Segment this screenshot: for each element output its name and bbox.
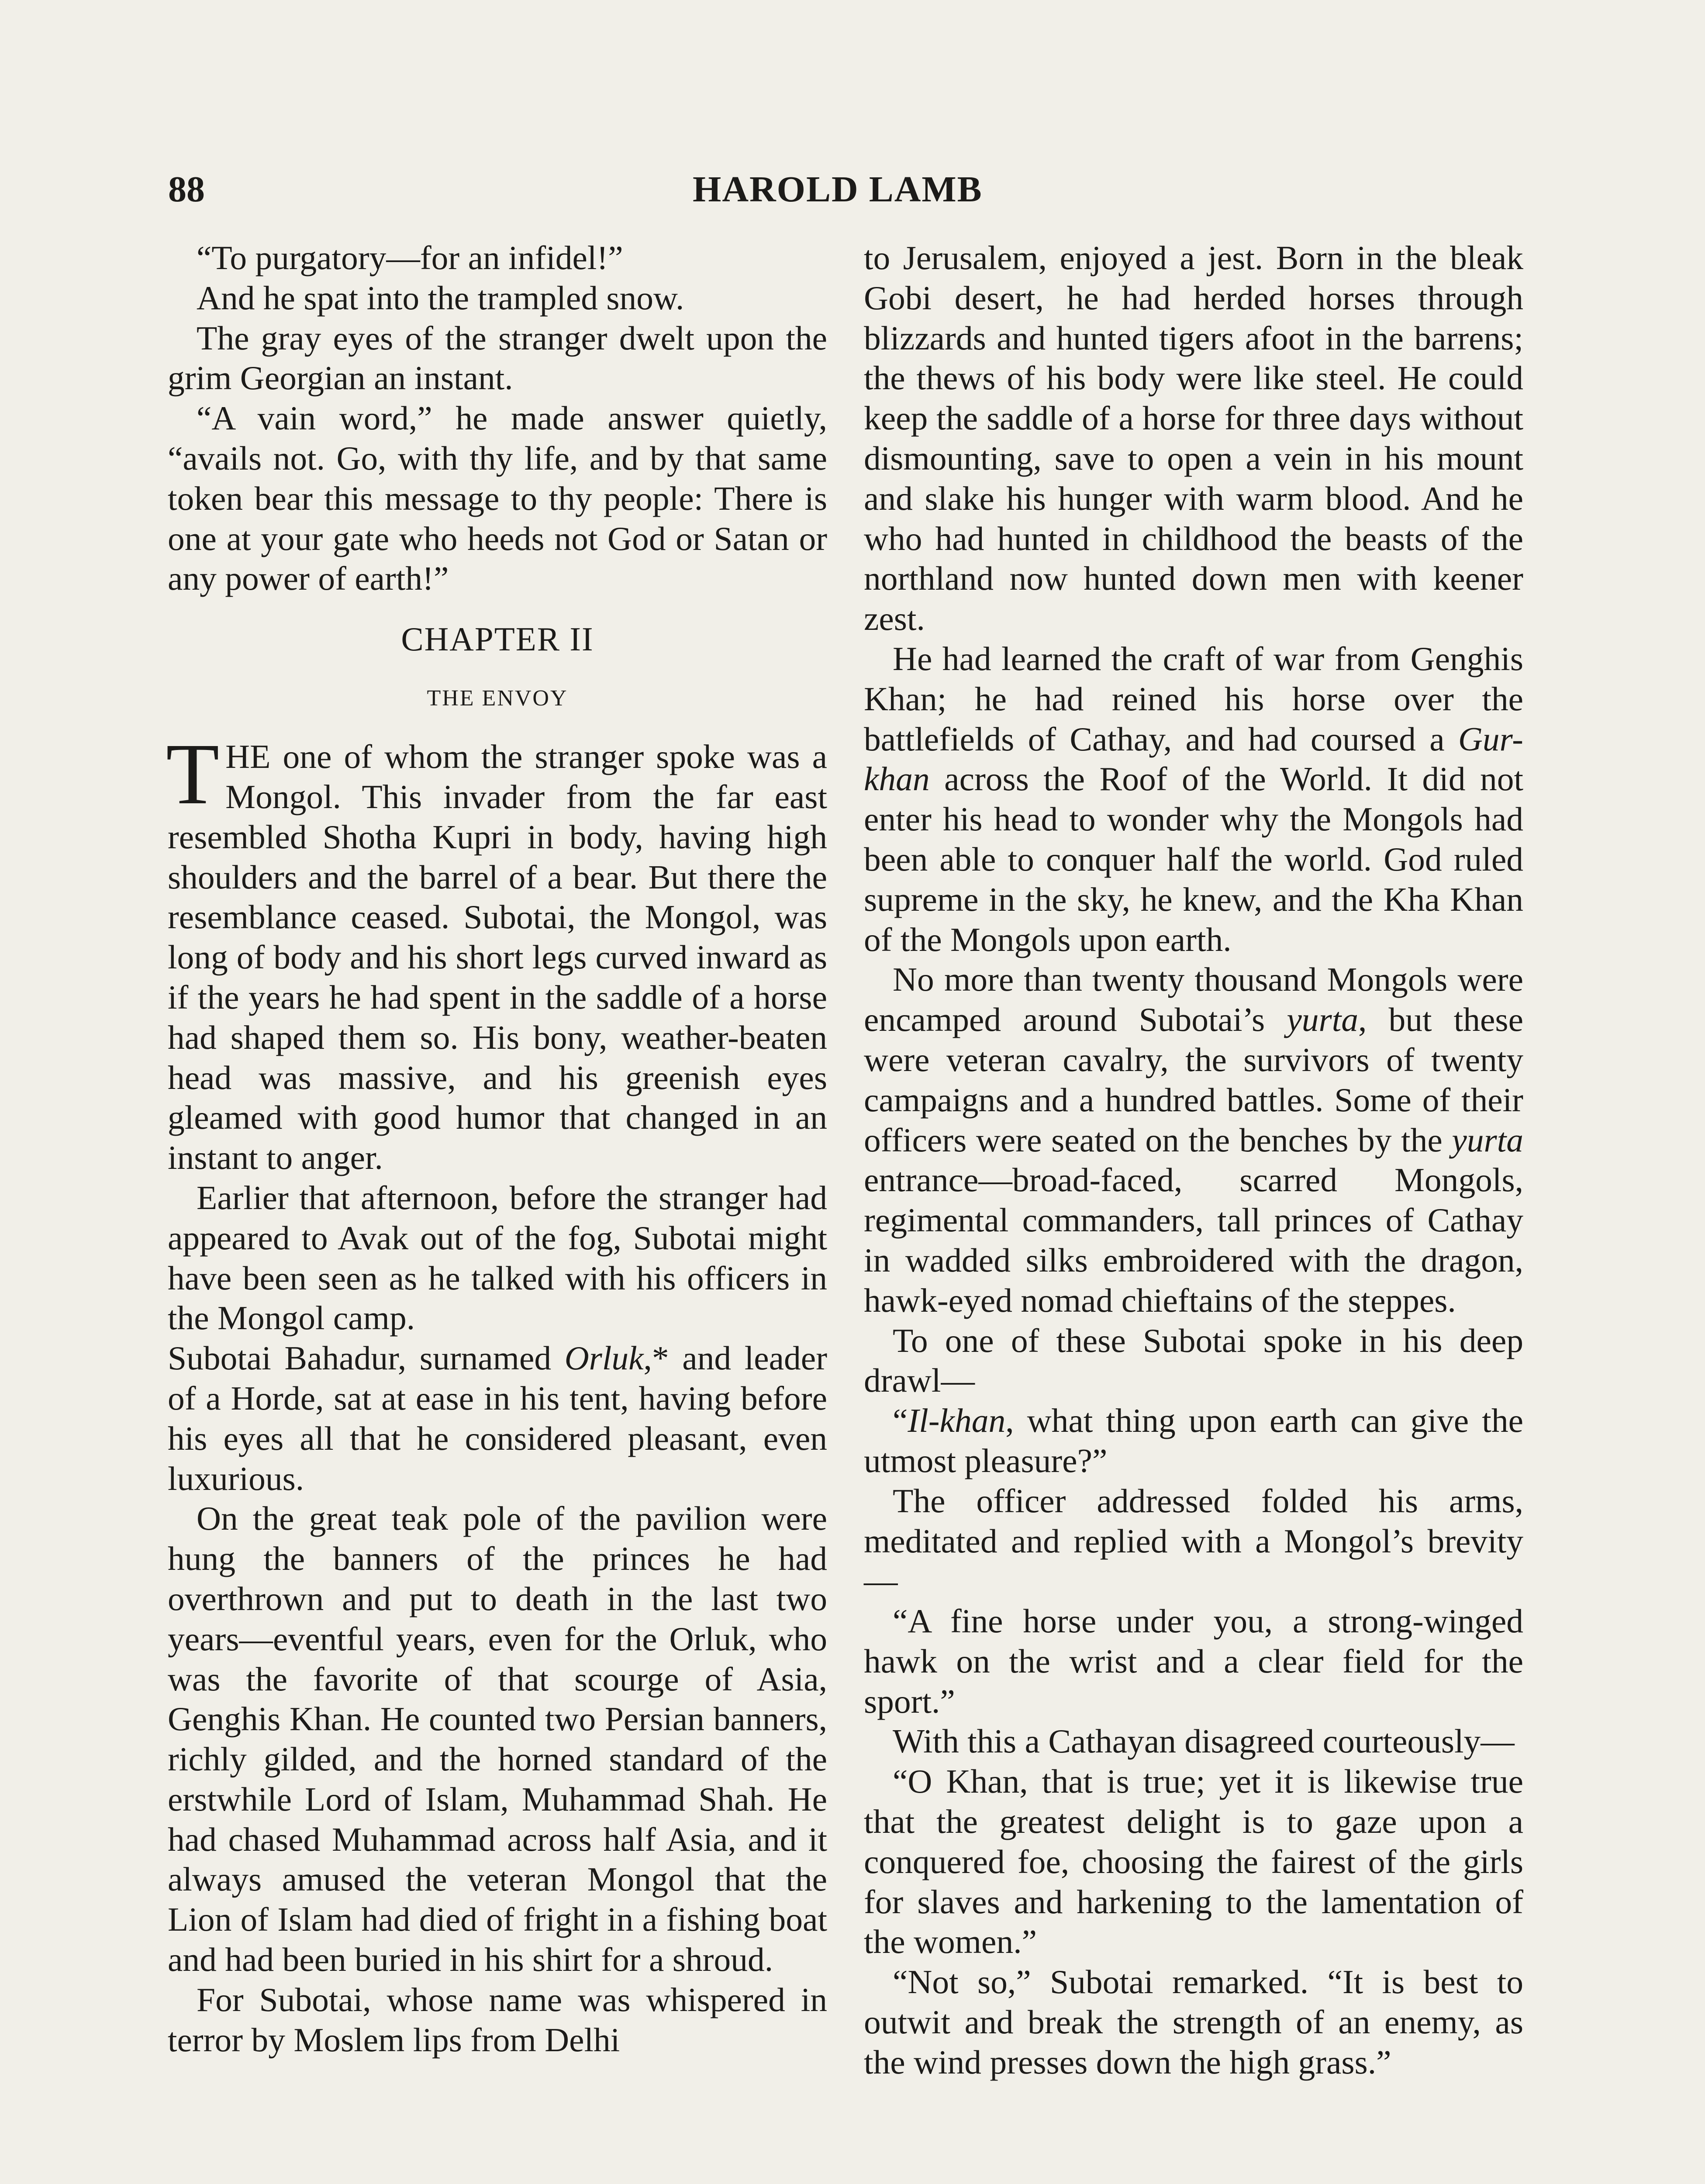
text-segment: He had learned the craft of war from Genghis Khan; he had reined his horse over the battlefields of Cathay, and had coursed a [864,639,1523,758]
text-segment: “ [893,1402,908,1440]
paragraph: With this a Cathayan disagreed courteously— [893,1722,1515,1760]
paragraph: “A vain word,” he made answer quietly, “avails not. Go, with thy life, and by that same token bear this message to thy people: There is one at your gate who heeds not God or Satan or any power of earth!” [168,399,827,598]
paragraph: “A fine horse under you, a strong-winged hawk on the wrist and a clear field for the sport.” [864,1602,1523,1720]
paragraph: “Not so,” Subotai remarked. “It is best to outwit and break the strength of an enemy, as the wind presses down the high grass.” [864,1963,1523,2081]
chapter-title: CHAPTER II [401,620,594,658]
text-segment: , but these were veteran cavalry, the survivors of twenty campaigns and a hundred battles. Some of their officers were seated on the benches by the [864,1001,1523,1159]
paragraph [864,1401,1523,1481]
paragraph: The gray eyes of the stranger dwelt upon the grim Georgian an instant. [168,319,827,397]
paragraph: to Jerusalem, enjoyed a jest. Born in the bleak Gobi desert, he had herded horses through blizzards and hunted tigers afoot in the barrens; the thews of his body were like steel. He could keep the saddle of a horse for three days without dismounting, save to open a vein in his mount and slake his hunger with warm blood. And he who had hunted in childhood the beasts of the northland now hunted down men with keener zest. [864,239,1523,638]
running-head: HAROLD LAMB [693,169,983,210]
paragraph [864,639,1523,960]
text-segment: Subotai Bahadur, surnamed [168,1339,565,1377]
right-column [864,238,1523,2083]
drop-cap: T [166,726,220,823]
paragraph-text: HE one of whom the stranger spoke was a Mongol. This invader from the far east resembled Shotha Kupri in body, having high shoulders and the barrel of a bear. But there the resemblance ceased. Subotai, the Mongol, was long of body and his short legs curved inward as if the years he had spent in the saddle of a horse had shaped them so. His bony, weather-beaten head was massive, and his greenish eyes gleamed with good humor that changed in an instant to anger. [168,738,827,1177]
text-segment: ,* and leader of a Horde, sat at ease in his tent, having before his eyes all that he considered pleasant, even luxurious. [168,1339,827,1497]
italic-term: Il-khan [908,1402,1006,1440]
italic-term: yurta [1452,1121,1523,1159]
paragraph: And he spat into the trampled snow. [197,279,684,317]
page-number: 88 [168,169,205,210]
text-segment: across the Roof of the World. It did not enter his head to wonder why the Mongols had been able to conquer half the world. God ruled supreme in the sky, he knew, and the Kha Khan of the Mongols upon earth. [864,760,1523,958]
paragraph: The officer addressed folded his arms, meditated and replied with a Mongol’s brevity— [864,1482,1523,1600]
paragraph [166,726,827,1178]
paragraph [168,1338,827,1499]
italic-term: yurta [1287,1001,1358,1039]
paragraph: “O Khan, that is true; yet it is likewise true that the greatest delight is to gaze upon a conquered foe, choosing the fairest of the girls for slaves and harkening to the lamentation of the women.” [864,1762,1523,1961]
italic-term: Orluk [564,1339,644,1377]
paragraph: To one of these Subotai spoke in his deep drawl— [864,1321,1523,1400]
paragraph: For Subotai, whose name was whispered in terror by Moslem lips from Delhi [168,1980,827,2059]
chapter-subtitle: THE ENVOY [427,686,568,711]
text-segment: No more than twenty thousand Mongols were encamped around Subotai’s [864,961,1523,1039]
paragraph: Earlier that afternoon, before the stranger had appeared to Avak out of the fog, Subotai might have been seen as he talked with his officers in the Mongol camp. [168,1178,827,1337]
text-segment: entrance—broad-faced, scarred Mongols, regimental commanders, tall princes of Cathay in wadded silks embroidered with the dragon, hawk-eyed nomad chieftains of the steppes. [864,1161,1523,1319]
paragraph: “To purgatory—for an infidel!” [197,239,623,276]
left-column [168,238,827,2060]
italic-term: Gur-khan [864,720,1523,798]
paragraph [864,960,1523,1320]
text-segment: , what thing upon earth can give the utmost pleasure?” [864,1402,1523,1479]
paragraph: On the great teak pole of the pavilion were hung the banners of the princes he had overthrown and put to death in the last two years—eventful years, even for the Orluk, who was the favorite of that scourge of Asia, Genghis Khan. He counted two Persian banners, richly gilded, and the horned standard of the erstwhile Lord of Islam, Muhammad Shah. He had chased Muhammad across half Asia, and it always amused the veteran Mongol that the Lion of Islam had died of fright in a fishing boat and had been buried in his shirt for a shroud. [168,1500,827,1979]
